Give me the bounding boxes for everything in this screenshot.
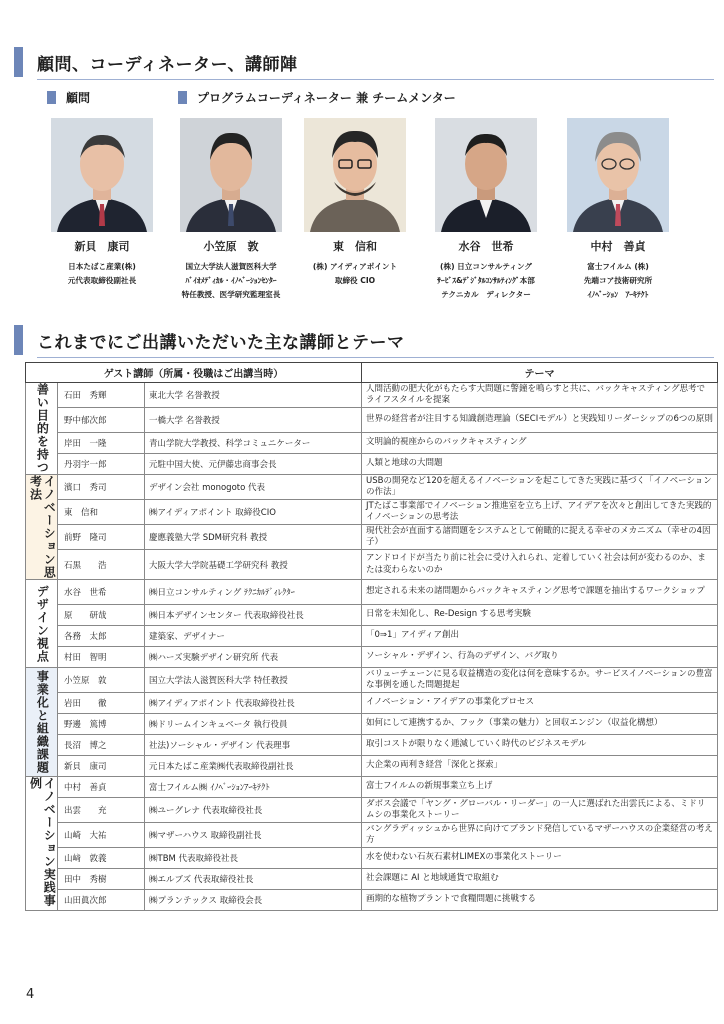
lecture-theme: バングラディッシュから世界に向けてブランド発信しているマザーハウスの企業経営の考え方 xyxy=(362,823,718,848)
lecturer-affiliation: 青山学院大学教授、科学コミュニケーター xyxy=(145,433,362,454)
lecturer-affiliation: 大阪大学大学院基礎工学研究科 教授 xyxy=(145,550,362,580)
person-name: 東 信和 xyxy=(333,240,377,253)
section-heading-lecturers xyxy=(14,325,714,355)
category-cell xyxy=(26,580,58,668)
lecture-theme: 想定される未来の諸問題からバックキャスティング思考で課題を抽出するワークショップ xyxy=(362,580,718,605)
lecture-theme: USBの開発など120を超えるイノベーションを起こしてきた実践に基づく「イノベーションの作法」 xyxy=(362,475,718,500)
subheading-coordinator-label: プログラムコーディネーター 兼 チームメンター xyxy=(197,91,456,105)
person-affiliation xyxy=(553,260,683,302)
lecture-theme: 「0⇒1」アイディア創出 xyxy=(362,626,718,647)
affiliation-line: 日本たばこ産業(株) xyxy=(68,262,136,271)
affiliation-line: 取締役 CIO xyxy=(334,276,376,286)
category-label: イノベーション実践事例 xyxy=(28,777,57,907)
lecturer-affiliation: ㈱アイディアポイント 代表取締役社長 xyxy=(145,693,362,714)
affiliation-line: テクニカル ディレクター xyxy=(441,290,531,300)
lecture-theme: 大企業の両利き経営「深化と探索」 xyxy=(362,756,718,777)
lecturer-name: 石黒 浩 xyxy=(58,550,145,580)
lecturer-affiliation: 慶應義塾大学 SDM研究科 教授 xyxy=(145,525,362,550)
profile-card xyxy=(421,118,551,302)
person-name: 新貝 康司 xyxy=(74,240,130,253)
affiliation-line: 富士フイルム (株) xyxy=(587,262,649,271)
header-lecturer: ゲスト講師（所属・役職はご出講当時） xyxy=(26,363,362,383)
table-row xyxy=(26,735,718,756)
person-name: 水谷 世希 xyxy=(458,240,514,253)
lecturer-name: 各務 太郎 xyxy=(58,626,145,647)
section-underline xyxy=(37,357,714,358)
category-label: 事業化と組織課題 xyxy=(35,670,50,774)
affiliation-line: ﾊﾞｲｵﾒﾃﾞｨｶﾙ・ｲﾉﾍﾞｰｼｮﾝｾﾝﾀｰ xyxy=(185,276,277,286)
section-title: 顧問、コーディネーター、講師陣 xyxy=(37,54,298,75)
lecturer-affiliation: デザイン会社 monogoto 代表 xyxy=(145,475,362,500)
lecture-theme: バリューチェーンに見る収益構造の変化は何を意味するか。サービスイノベーションの豊富な事例を通した問題提起 xyxy=(362,668,718,693)
table-row xyxy=(26,454,718,475)
category-cell xyxy=(26,668,58,777)
lecturer-name: 新貝 康司 xyxy=(58,756,145,777)
portrait-photo xyxy=(567,118,669,232)
lecturer-name: 岸田 一隆 xyxy=(58,433,145,454)
affiliation-line: 元代表取締役副社長 xyxy=(67,276,137,286)
portrait-photo xyxy=(304,118,406,232)
subheading-advisor xyxy=(47,89,90,106)
lecturer-affiliation: 東北大学 名誉教授 xyxy=(145,383,362,408)
lecturer-table xyxy=(25,362,718,911)
page-number: 4 xyxy=(26,987,35,1002)
lecturer-name: 山田眞次郎 xyxy=(58,890,145,911)
portrait-photo xyxy=(51,118,153,232)
affiliation-line: 国立大学法人滋賀医科大学 xyxy=(185,262,277,271)
subheading-coordinator xyxy=(178,89,456,106)
portrait-photo xyxy=(180,118,282,232)
portrait-photo xyxy=(435,118,537,232)
affiliation-line: ｲﾉﾍﾞｰｼｮﾝ ｱｰｷﾃｸﾄ xyxy=(587,290,649,300)
lecturer-name: 長沼 博之 xyxy=(58,735,145,756)
table-row xyxy=(26,798,718,823)
lecturer-affiliation: ㈱ドリームインキュベータ 執行役員 xyxy=(145,714,362,735)
lecture-theme: ソーシャル・デザイン、行為のデザイン、バグ取り xyxy=(362,647,718,668)
profile-card xyxy=(553,118,683,302)
person-name: 小笠原 敦 xyxy=(203,240,259,253)
affiliation-line: ｻｰﾋﾞｽ&ﾃﾞｼﾞﾀﾙｺﾝｻﾙﾃｨﾝｸﾞ本部 xyxy=(437,276,535,286)
lecturer-name: 原 研哉 xyxy=(58,605,145,626)
profile-card xyxy=(37,118,167,288)
lecturer-name: 岩田 徹 xyxy=(58,693,145,714)
lecturer-affiliation: ㈱TBM 代表取締役社長 xyxy=(145,848,362,869)
lecturer-name: 石田 秀輝 xyxy=(58,383,145,408)
lecturer-name: 濱口 秀司 xyxy=(58,475,145,500)
lecturer-affiliation: ㈱日立コンサルティング ﾃｸﾆｶﾙﾃﾞｨﾚｸﾀｰ xyxy=(145,580,362,605)
category-cell xyxy=(26,475,58,580)
table-row xyxy=(26,550,718,580)
table-row xyxy=(26,869,718,890)
lecturer-name: 出雲 充 xyxy=(58,798,145,823)
lecturer-name: 野邊 篤博 xyxy=(58,714,145,735)
lecturer-name: 村田 智明 xyxy=(58,647,145,668)
lecturer-name: 山崎 大祐 xyxy=(58,823,145,848)
lecture-theme: 富士フイルムの新規事業立ち上げ xyxy=(362,777,718,798)
table-body xyxy=(26,383,718,911)
section-heading-faculty xyxy=(14,47,714,77)
section-marker xyxy=(14,325,23,355)
table-row xyxy=(26,433,718,454)
table-row xyxy=(26,525,718,550)
affiliation-line: 先端コア技術研究所 xyxy=(583,276,653,286)
lecturer-affiliation: 社法)ソーシャル・デザイン 代表理事 xyxy=(145,735,362,756)
table-row xyxy=(26,647,718,668)
affiliation-line: (株) アイディアポイント xyxy=(312,262,398,271)
lecturer-name: 前野 隆司 xyxy=(58,525,145,550)
lecture-theme: 人間活動の肥大化がもたらす大問題に警鐘を鳴らすと共に、バックキャスティング思考でライフスタイルを提案 xyxy=(362,383,718,408)
lecturer-affiliation: 一橋大学 名誉教授 xyxy=(145,408,362,433)
person-affiliation xyxy=(37,260,167,288)
affiliation-line: 特任教授、医学研究監理室長 xyxy=(181,290,281,300)
category-label: イノベーション思考法 xyxy=(28,475,57,579)
table-row xyxy=(26,626,718,647)
table-row xyxy=(26,890,718,911)
lecturer-affiliation: ㈱日本デザインセンター 代表取締役社長 xyxy=(145,605,362,626)
lecturer-name: 山﨑 敦義 xyxy=(58,848,145,869)
lecturer-affiliation: 富士フイルム㈱ ｲﾉﾍﾞｰｼｮﾝｱｰｷﾃｸﾄ xyxy=(145,777,362,798)
table-row xyxy=(26,383,718,408)
person-name: 中村 善貞 xyxy=(590,240,646,253)
table-row xyxy=(26,756,718,777)
lecturer-affiliation: ㈱アイディアポイント 取締役CIO xyxy=(145,500,362,525)
lecturer-affiliation: ㈱マザーハウス 取締役副社長 xyxy=(145,823,362,848)
table-row xyxy=(26,408,718,433)
lecturer-name: 東 信和 xyxy=(58,500,145,525)
lecture-theme: 日常を未知化し、Re-Design する思考実験 xyxy=(362,605,718,626)
lecture-theme: アンドロイドが当たり前に社会に受け入れられ、定着していく社会は何が変わるのか、または変わらないのか xyxy=(362,550,718,580)
table-row xyxy=(26,823,718,848)
lecture-theme: 世界の経営者が注目する知識創造理論（SECIモデル）と実践知リーダーシップの6つの原則 xyxy=(362,408,718,433)
lecture-theme: JTたばこ事業部でイノベーション推進室を立ち上げ、アイデアを次々と創出してきた実践的イノベーションの思考法 xyxy=(362,500,718,525)
lecturer-name: 丹羽宇一郎 xyxy=(58,454,145,475)
lecture-theme: 文明論的視座からのバックキャスティング xyxy=(362,433,718,454)
lecture-theme: 水を使わない石灰石素材LIMEXの事業化ストーリー xyxy=(362,848,718,869)
table-row xyxy=(26,693,718,714)
profile-card xyxy=(166,118,296,302)
lecturer-affiliation: 国立大学法人滋賀医科大学 特任教授 xyxy=(145,668,362,693)
lecture-theme: 社会課題に AI と地域通貨で取組む xyxy=(362,869,718,890)
subheading-marker xyxy=(47,91,56,104)
lecture-theme: 人類と地球の大問題 xyxy=(362,454,718,475)
category-label: デザイン視点 xyxy=(35,584,50,663)
subheading-advisor-label: 顧問 xyxy=(66,91,91,105)
table-row xyxy=(26,848,718,869)
lecturer-name: 野中郁次郎 xyxy=(58,408,145,433)
lecture-theme: イノベーション・アイデアの事業化プロセス xyxy=(362,693,718,714)
table-row xyxy=(26,500,718,525)
section-title: これまでにご出講いただいた主な講師とテーマ xyxy=(37,332,405,353)
lecturer-name: 中村 善貞 xyxy=(58,777,145,798)
table-row xyxy=(26,605,718,626)
lecturer-affiliation: 元駐中国大使、元伊藤忠商事会長 xyxy=(145,454,362,475)
section-marker xyxy=(14,47,23,77)
table-row xyxy=(26,714,718,735)
table-header-row xyxy=(26,363,718,383)
section-underline xyxy=(37,79,714,80)
lecture-theme: ダボス会議で「ヤング・グローバル・リーダー」の一人に選ばれた出雲氏による、ミドリムシの事業化ストーリー xyxy=(362,798,718,823)
profile-card xyxy=(290,118,420,288)
table-row xyxy=(26,475,718,500)
category-cell xyxy=(26,383,58,475)
lecturer-affiliation: ㈱ユーグレナ 代表取締役社長 xyxy=(145,798,362,823)
lecturer-affiliation: ㈱ハーズ実験デザイン研究所 代表 xyxy=(145,647,362,668)
lecturer-affiliation: ㈱エルブズ 代表取締役社長 xyxy=(145,869,362,890)
lecturer-affiliation: ㈱プランテックス 取締役会長 xyxy=(145,890,362,911)
subheading-marker xyxy=(178,91,187,104)
lecturer-affiliation: 元日本たばこ産業㈱代表取締役副社長 xyxy=(145,756,362,777)
lecturer-affiliation: 建築家、デザイナー xyxy=(145,626,362,647)
table-row xyxy=(26,777,718,798)
affiliation-line: (株) 日立コンサルティング xyxy=(440,262,532,271)
lecturer-name: 小笠原 敦 xyxy=(58,668,145,693)
person-affiliation xyxy=(166,260,296,302)
table-row xyxy=(26,580,718,605)
lecture-theme: 画期的な植物プラントで食糧問題に挑戦する xyxy=(362,890,718,911)
person-affiliation xyxy=(421,260,551,302)
lecture-theme: 現代社会が直面する諸問題をシステムとして俯瞰的に捉える幸せのメカニズム（幸せの4因子） xyxy=(362,525,718,550)
header-theme: テーマ xyxy=(362,363,718,383)
category-cell xyxy=(26,777,58,911)
lecturer-name: 田中 秀樹 xyxy=(58,869,145,890)
person-affiliation xyxy=(290,260,420,288)
lecture-theme: 取引コストが限りなく逓減していく時代のビジネスモデル xyxy=(362,735,718,756)
lecture-theme: 如何にして連携するか、フック（事業の魅力）と回収エンジン（収益化構想） xyxy=(362,714,718,735)
category-label: 善い目的を持つ xyxy=(35,383,50,474)
table-row xyxy=(26,668,718,693)
lecturer-name: 水谷 世希 xyxy=(58,580,145,605)
